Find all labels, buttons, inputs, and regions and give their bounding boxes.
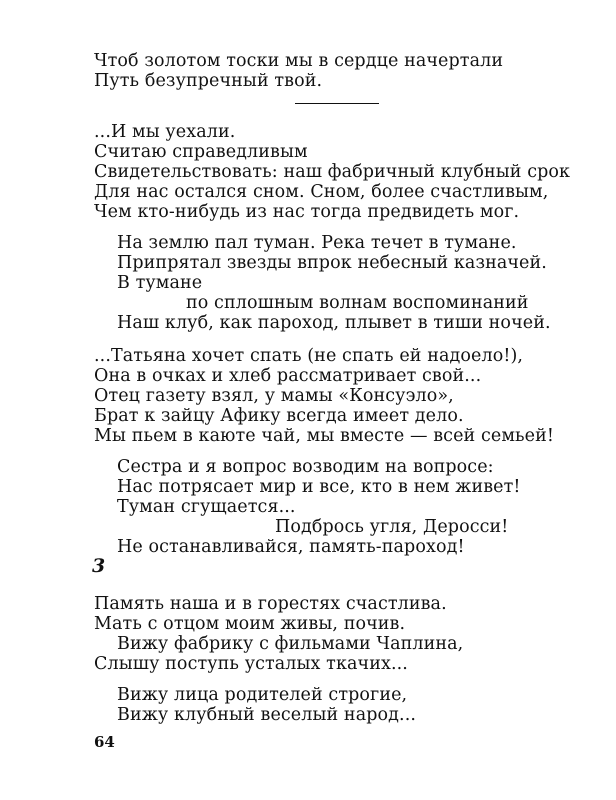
section-number: 3 (92, 555, 106, 577)
poem-line: ...И мы уехали. (94, 122, 236, 142)
poem-line: по сплошным волнам воспоминаний (186, 293, 529, 313)
poem-line: Чтоб золотом тоски мы в сердце начертали (94, 51, 504, 71)
poem-line: Считаю справедливым (94, 142, 308, 162)
poem-line: ...Татьяна хочет спать (не спать ей надоело!), (94, 346, 524, 366)
poem-line: Она в очках и хлеб рассматривает свой... (94, 366, 482, 386)
poem-line: Вижу клубный веселый народ... (117, 705, 417, 725)
poem-line: Путь безупречный твой. (94, 71, 323, 91)
poem-line: Подбрось угля, Деросси! (275, 517, 509, 537)
poem-line: Туман сгущается... (117, 497, 296, 517)
poem-line: Для нас остался сном. Сном, более счастливым, (94, 182, 549, 202)
poem-line: Отец газету взял, у мамы «Консуэло», (94, 386, 454, 406)
poem-line: Брат к зайцу Афику всегда имеет дело. (94, 406, 464, 426)
poem-line: Не останавливайся, память-пароход! (117, 537, 465, 557)
poem-line: Вижу лица родителей строгие, (117, 685, 408, 705)
poem-line: Слышу поступь усталых ткачих... (94, 654, 408, 674)
poem-line: Свидетельствовать: наш фабричный клубный срок (94, 162, 571, 182)
poem-line: Припрятал звезды впрок небесный казначей. (117, 253, 547, 273)
poem-line: В тумане (117, 273, 203, 293)
poem-line: Чем кто-нибудь из нас тогда предвидеть мог. (94, 202, 520, 222)
poem-line: Нас потрясает мир и все, кто в нем живет! (117, 477, 521, 497)
poem-line: Сестра и я вопрос возводим на вопросе: (117, 457, 494, 477)
page-number: 64 (94, 733, 115, 751)
poem-line: Память наша и в горестях счастлива. (94, 594, 447, 614)
poem-line: Мать с отцом моим живы, почив. (94, 614, 406, 634)
poem-line: Мы пьем в каюте чай, мы вместе — всей семьей! (94, 426, 555, 446)
section-divider (295, 103, 379, 104)
poem-line: Наш клуб, как пароход, плывет в тиши ночей. (117, 313, 551, 333)
poem-line: На землю пал туман. Река течет в тумане. (117, 233, 517, 253)
poem-line: Вижу фабрику с фильмами Чаплина, (117, 634, 464, 654)
